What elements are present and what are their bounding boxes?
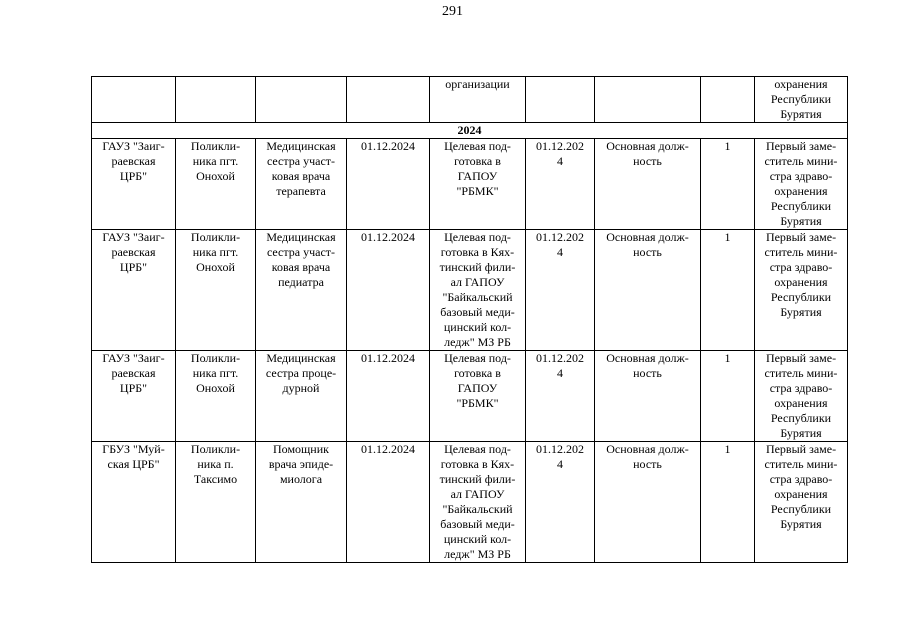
cell-training: Целевая под- готовка в Кях- тинский фили- ал ГАПОУ "Байкальский базовый меди- цинский кол- ледж" МЗ РБ [430,230,526,351]
cell-subdivision: Поликли- ника п. Таксимо [176,442,256,563]
page-number: 291 [442,4,463,19]
cell-start-date: 01.12.2024 [347,442,430,563]
cell-employment-type: Основная долж- ность [595,442,701,563]
cell-count [701,77,755,123]
cell-responsible: Первый заме- ститель мини- стра здраво- охранения Республики Бурятия [755,351,848,442]
cell-organization [92,77,176,123]
cell-employment-type: Основная долж- ность [595,351,701,442]
cell-start-date [347,77,430,123]
cell-subdivision: Поликли- ника пгт. Онохой [176,351,256,442]
cell-count: 1 [701,351,755,442]
cell-training: организации [430,77,526,123]
cell-subdivision [176,77,256,123]
table-row [92,230,848,351]
cell-count: 1 [701,230,755,351]
cell-training: Целевая под- готовка в ГАПОУ "РБМК" [430,139,526,230]
cell-position [256,77,347,123]
cell-training: Целевая под- готовка в ГАПОУ "РБМК" [430,351,526,442]
cell-start-date: 01.12.2024 [347,139,430,230]
cell-end-date: 01.12.202 4 [526,230,595,351]
cell-employment-type: Основная долж- ность [595,230,701,351]
cell-subdivision: Поликли- ника пгт. Онохой [176,139,256,230]
cell-count: 1 [701,442,755,563]
cell-end-date: 01.12.202 4 [526,442,595,563]
table-row [92,139,848,230]
cell-position: Медицинская сестра участ- ковая врача терапевта [256,139,347,230]
cell-training: Целевая под- готовка в Кях- тинский фили- ал ГАПОУ "Байкальский базовый меди- цинский кол- ледж" МЗ РБ [430,442,526,563]
continuation-row [92,77,848,123]
cell-start-date: 01.12.2024 [347,230,430,351]
cell-employment-type: Основная долж- ность [595,139,701,230]
cell-responsible: Первый заме- ститель мини- стра здраво- охранения Республики Бурятия [755,442,848,563]
cell-position: Медицинская сестра проце- дурной [256,351,347,442]
cell-organization: ГАУЗ "Заиг- раевская ЦРБ" [92,351,176,442]
cell-responsible: Первый заме- ститель мини- стра здраво- охранения Республики Бурятия [755,139,848,230]
cell-end-date: 01.12.202 4 [526,351,595,442]
cell-responsible: Первый заме- ститель мини- стра здраво- охранения Республики Бурятия [755,230,848,351]
table-row [92,351,848,442]
year-label: 2024 [92,123,848,139]
cell-count: 1 [701,139,755,230]
cell-start-date: 01.12.2024 [347,351,430,442]
cell-organization: ГБУЗ "Муй- ская ЦРБ" [92,442,176,563]
cell-organization: ГАУЗ "Заиг- раевская ЦРБ" [92,139,176,230]
cell-responsible: охранения Республики Бурятия [755,77,848,123]
cell-position: Медицинская сестра участ- ковая врача педиатра [256,230,347,351]
cell-end-date [526,77,595,123]
year-row [92,123,848,139]
cell-subdivision: Поликли- ника пгт. Онохой [176,230,256,351]
cell-organization: ГАУЗ "Заиг- раевская ЦРБ" [92,230,176,351]
table-row [92,442,848,563]
cell-position: Помощник врача эпиде- миолога [256,442,347,563]
staffing-table [91,76,848,563]
cell-end-date: 01.12.202 4 [526,139,595,230]
cell-employment-type [595,77,701,123]
